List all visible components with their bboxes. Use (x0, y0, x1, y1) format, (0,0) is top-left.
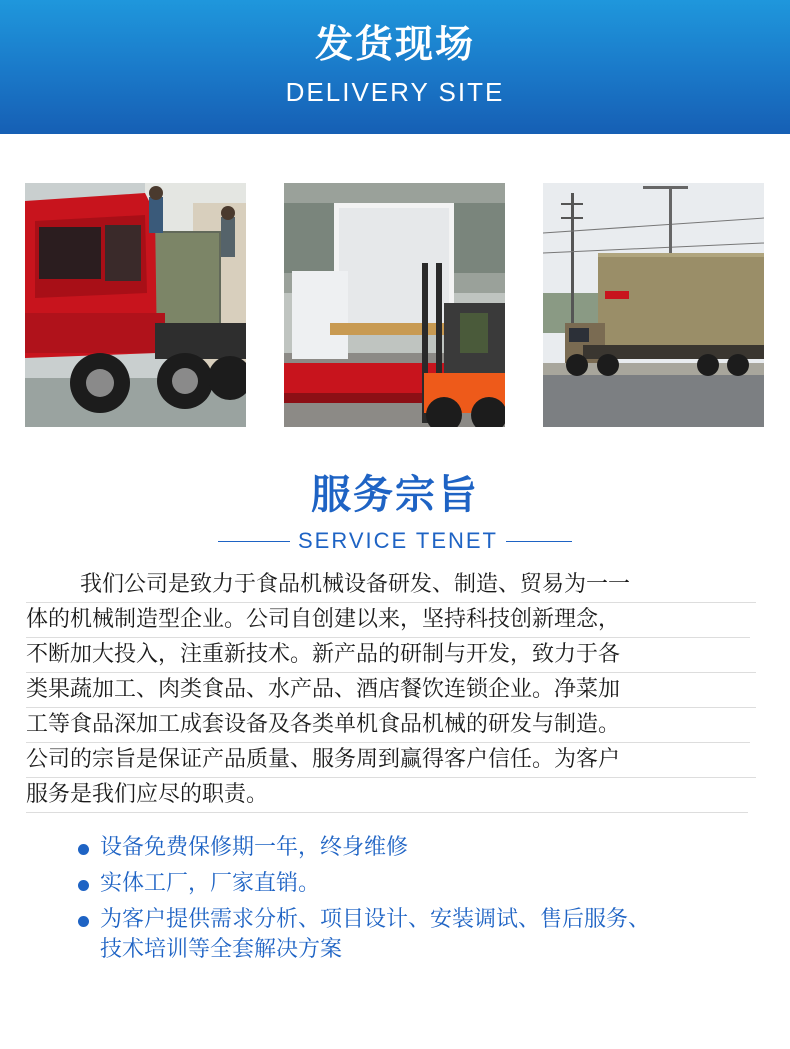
divider-right (506, 541, 572, 542)
tenet-line-1: 我们公司是致力于食品机械设备研发、制造、贸易为一一 (26, 568, 756, 603)
container-truck-photo (543, 183, 764, 427)
bullet-dot-icon (78, 916, 89, 927)
tenet-subtitle: SERVICE TENET (297, 528, 498, 553)
header-title: 发货现场 (314, 22, 475, 66)
tenet-line-6: 公司的宗旨是保证产品质量、服务周到赢得客户信任。为客户 (26, 743, 756, 778)
header-subtitle: DELIVERY SITE (285, 77, 505, 107)
divider-left (218, 541, 290, 542)
tenet-line-3: 不断加大投入，注重新技术。新产品的研制与开发，致力于各 (26, 638, 756, 673)
tenet-title: 服务宗旨 (311, 472, 479, 518)
bullet-dot-icon (78, 880, 89, 891)
bullet-dot-icon (78, 844, 89, 855)
tenet-subtitle-row (0, 527, 790, 555)
tenet-line-4: 类果蔬加工、肉类食品、水产品、酒店餐饮连锁企业。净菜加 (26, 673, 756, 708)
header-banner (0, 0, 790, 134)
forklift-loading-photo (284, 183, 505, 427)
tenet-line-7: 服务是我们应尽的职责。 (26, 778, 748, 813)
red-truck-loading-photo (25, 183, 246, 427)
tenet-line-2: 体的机械制造型企业。公司自创建以来，坚持科技创新理念， (26, 603, 750, 638)
tenet-line-5: 工等食品深加工成套设备及各类单机食品机械的研发与制造。 (26, 708, 750, 743)
